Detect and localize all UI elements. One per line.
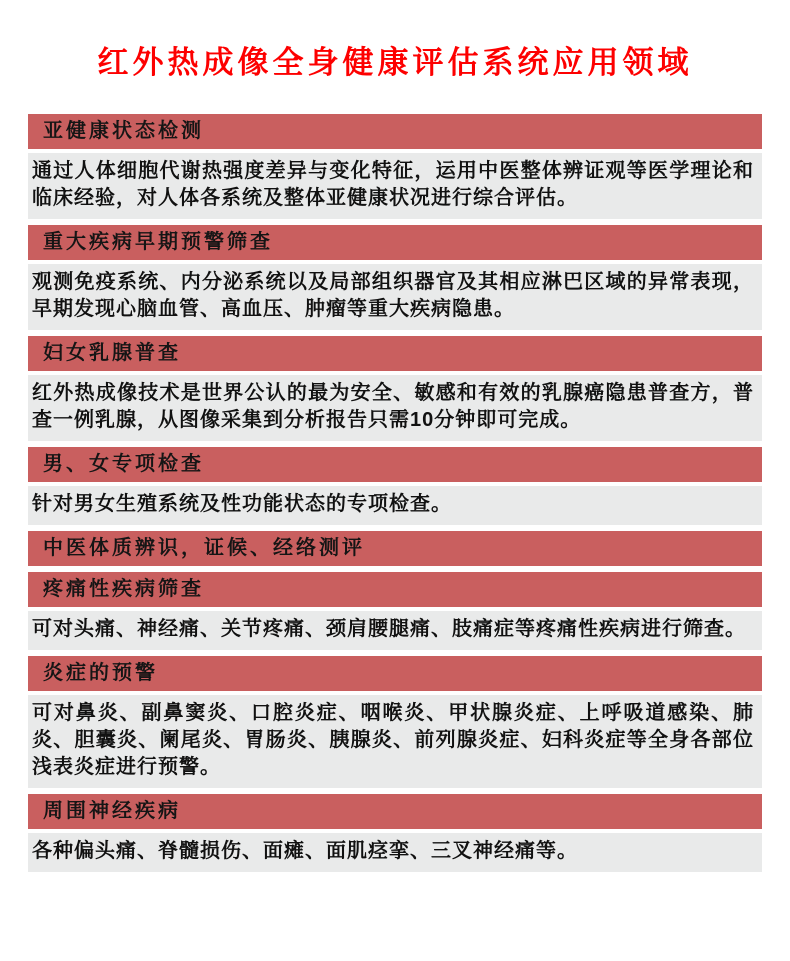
section-inflammation-warning bbox=[28, 656, 762, 788]
section-body-text: 观测免疫系统、内分泌系统以及局部组织器官及其相应淋巴区域的异常表现，早期发现心脑血管、高血压、肿瘤等重大疾病隐患。 bbox=[28, 264, 762, 330]
section-heading: 亚健康状态检测 bbox=[28, 114, 762, 149]
section-body-text: 针对男女生殖系统及性功能状态的专项检查。 bbox=[28, 486, 762, 525]
section-subhealth bbox=[28, 114, 762, 219]
section-body-text: 可对鼻炎、副鼻窦炎、口腔炎症、咽喉炎、甲状腺炎症、上呼吸道感染、肺炎、胆囊炎、阑尾炎、胃肠炎、胰腺炎、前列腺炎症、妇科炎症等全身各部位浅表炎症进行预警。 bbox=[28, 695, 762, 788]
section-body-text: 红外热成像技术是世界公认的最为安全、敏感和有效的乳腺癌隐患普查方，普查一例乳腺，从图像采集到分析报告只需10分钟即可完成。 bbox=[28, 375, 762, 441]
section-gender-checkup bbox=[28, 447, 762, 525]
section-body-text: 各种偏头痛、脊髓损伤、面瘫、面肌痉挛、三叉神经痛等。 bbox=[28, 833, 762, 872]
page-title: 红外热成像全身健康评估系统应用领域 bbox=[97, 45, 693, 80]
section-heading: 重大疾病早期预警筛查 bbox=[28, 225, 762, 260]
section-peripheral-nerve bbox=[28, 794, 762, 872]
section-heading: 疼痛性疾病筛查 bbox=[28, 572, 762, 607]
section-heading: 中医体质辨识，证候、经络测评 bbox=[28, 531, 762, 566]
document-page bbox=[28, 0, 762, 872]
section-pain-screening bbox=[28, 572, 762, 650]
section-heading: 妇女乳腺普查 bbox=[28, 336, 762, 371]
section-major-disease bbox=[28, 225, 762, 330]
section-heading: 炎症的预警 bbox=[28, 656, 762, 691]
section-heading: 男、女专项检查 bbox=[28, 447, 762, 482]
section-body-text: 通过人体细胞代谢热强度差异与变化特征，运用中医整体辨证观等医学理论和临床经验，对人体各系统及整体亚健康状况进行综合评估。 bbox=[28, 153, 762, 219]
section-body-text: 可对头痛、神经痛、关节疼痛、颈肩腰腿痛、肢痛症等疼痛性疾病进行筛查。 bbox=[28, 611, 762, 650]
section-tcm-constitution bbox=[28, 531, 762, 566]
section-breast-screening bbox=[28, 336, 762, 441]
section-heading: 周围神经疾病 bbox=[28, 794, 762, 829]
